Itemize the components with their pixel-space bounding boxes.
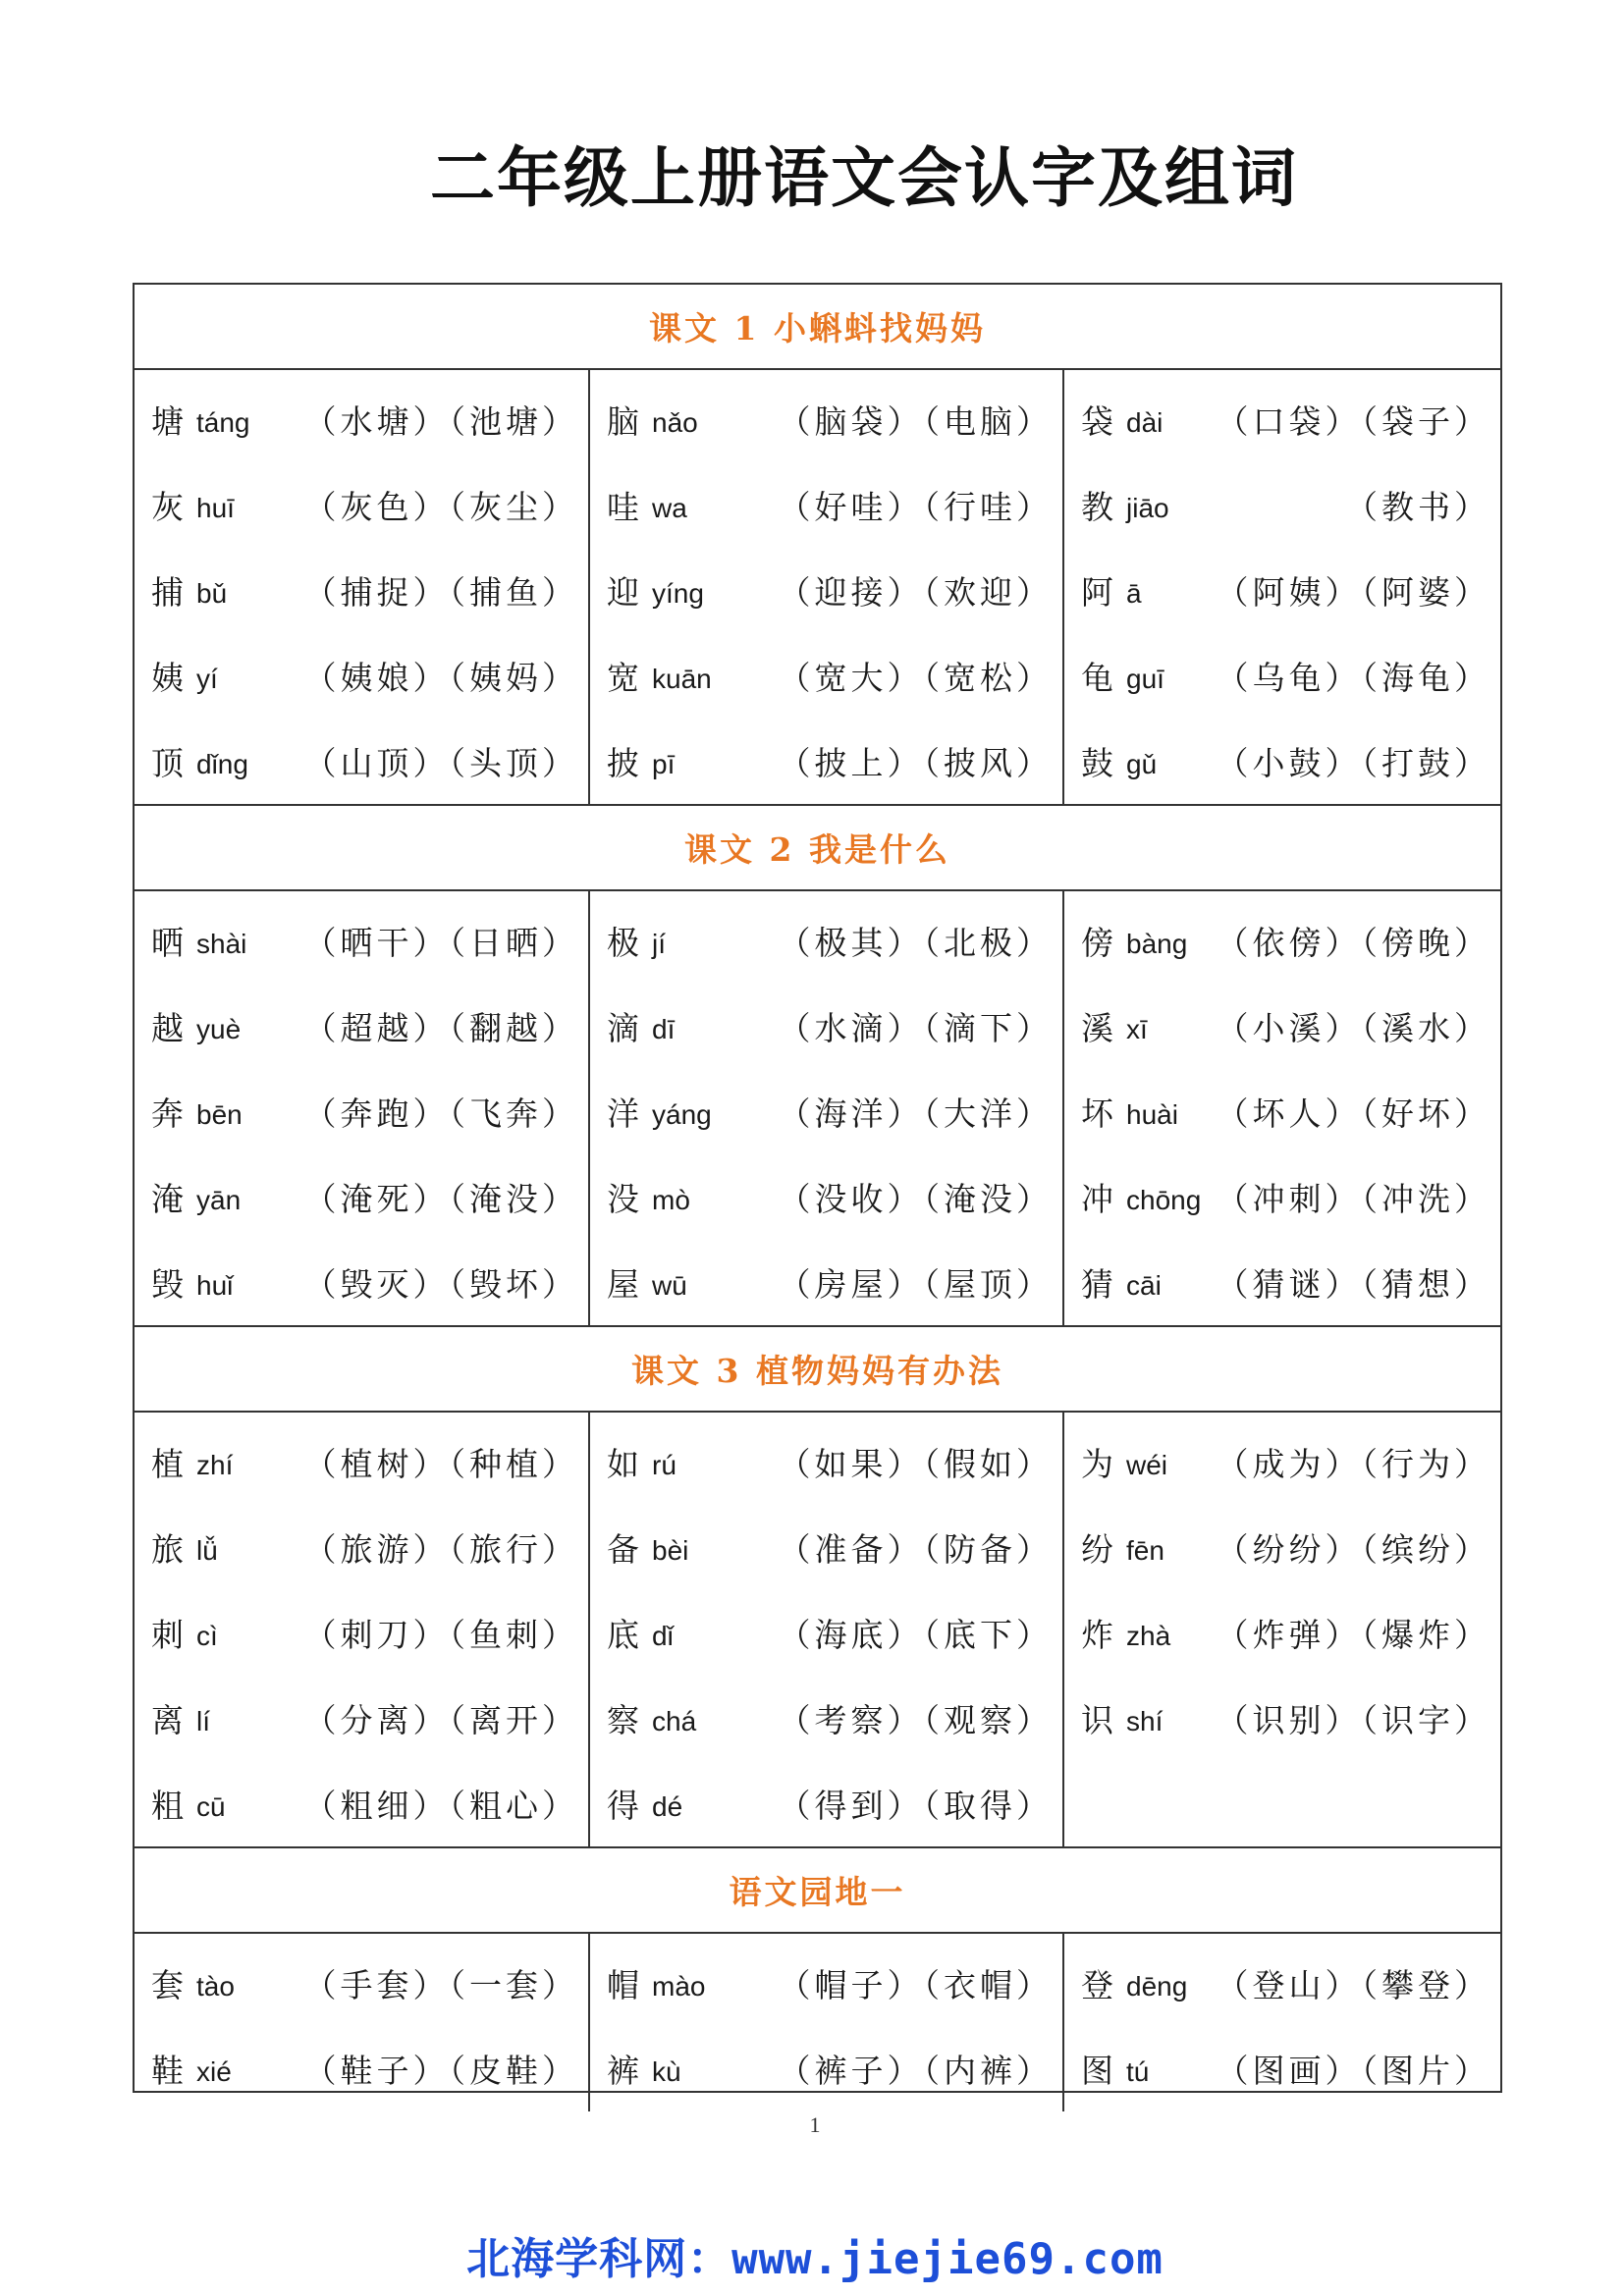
vocab-pinyin: dēng	[1126, 1970, 1188, 2002]
vocab-pinyin: fēn	[1126, 1534, 1164, 1566]
vocab-entry	[590, 462, 1062, 548]
vocab-entry	[135, 1590, 588, 1676]
vocab-pinyin: wa	[652, 492, 687, 523]
vocab-entry	[590, 1590, 1062, 1676]
vocab-character: 坏	[1081, 1095, 1113, 1133]
vocab-words: （迎接）（欢迎）	[778, 573, 1053, 612]
vocab-character: 离	[151, 1701, 184, 1739]
vocab-entry	[590, 548, 1062, 633]
vocab-entry	[1064, 1419, 1500, 1505]
vocab-pinyin: táng	[196, 406, 250, 438]
vocab-words: （毁灭）（毁坏）	[303, 1265, 578, 1304]
vocab-words: （依傍）（傍晚）	[1216, 924, 1490, 962]
vocab-words: （没收）（淹没）	[778, 1180, 1053, 1218]
vocab-pinyin: chōng	[1126, 1184, 1202, 1215]
vocab-character: 如	[607, 1445, 639, 1483]
vocab-entry	[590, 984, 1062, 1069]
vocab-column	[135, 370, 590, 804]
vocab-entry	[1064, 1941, 1500, 2026]
footer-watermark	[0, 2223, 1624, 2286]
vocab-pinyin: cì	[196, 1620, 218, 1651]
vocab-character: 识	[1081, 1701, 1113, 1739]
vocab-words: （裤子）（内裤）	[778, 2052, 1053, 2090]
vocab-words: （口袋）（袋子）	[1216, 402, 1490, 441]
vocab-character: 猜	[1081, 1265, 1113, 1304]
vocab-character: 为	[1081, 1445, 1113, 1483]
vocab-pinyin: rú	[652, 1449, 677, 1480]
vocab-words: （阿姨）（阿婆）	[1216, 573, 1490, 612]
vocab-pinyin: guī	[1126, 663, 1164, 694]
vocab-entry	[135, 1761, 588, 1846]
vocab-character: 迎	[607, 573, 639, 612]
vocab-character: 淹	[151, 1180, 184, 1218]
vocab-column	[1064, 1413, 1500, 1846]
vocab-words: （成为）（行为）	[1216, 1445, 1490, 1483]
vocab-words: （奔跑）（飞奔）	[303, 1095, 578, 1133]
lesson-title: 课文 3 植物妈妈有办法	[135, 1327, 1500, 1413]
lesson-title: 课文 1 小蝌蚪找妈妈	[135, 285, 1500, 370]
vocab-entry	[590, 1941, 1062, 2026]
vocab-words: （猜谜）（猜想）	[1216, 1265, 1490, 1304]
vocab-character: 登	[1081, 1966, 1113, 2004]
vocab-entry	[590, 1069, 1062, 1154]
vocab-pinyin: zhà	[1126, 1620, 1171, 1651]
vocab-character: 鞋	[151, 2052, 184, 2090]
vocab-words: （图画）（图片）	[1216, 2052, 1490, 2090]
vocab-entry	[135, 462, 588, 548]
vocab-entry	[1064, 2026, 1500, 2111]
vocab-column	[1064, 370, 1500, 804]
vocab-character: 滴	[607, 1009, 639, 1047]
vocab-column	[1064, 1934, 1500, 2111]
vocab-character: 底	[607, 1616, 639, 1654]
vocab-words: （宽大）（宽松）	[778, 659, 1053, 697]
vocab-entry	[135, 1941, 588, 2026]
vocab-character: 溪	[1081, 1009, 1113, 1047]
vocab-character: 极	[607, 924, 639, 962]
vocab-entry	[1064, 462, 1500, 548]
vocab-words: （水滴）（滴下）	[778, 1009, 1053, 1047]
vocab-character: 纷	[1081, 1530, 1113, 1569]
vocab-entry	[135, 633, 588, 719]
vocab-words: （山顶）（头顶）	[303, 744, 578, 782]
vocab-entry	[590, 1419, 1062, 1505]
lesson-body	[135, 1413, 1500, 1848]
vocab-words: （小溪）（溪水）	[1216, 1009, 1490, 1047]
vocab-character: 教	[1081, 488, 1113, 526]
vocab-pinyin: huài	[1126, 1098, 1178, 1130]
vocab-character: 姨	[151, 659, 184, 697]
lesson-body	[135, 891, 1500, 1327]
vocab-entry	[1064, 548, 1500, 633]
vocab-words: （炸弹）（爆炸）	[1216, 1616, 1490, 1654]
vocab-pinyin: mò	[652, 1184, 690, 1215]
vocab-character: 宽	[607, 659, 639, 697]
vocab-character: 图	[1081, 2052, 1113, 2090]
vocab-character: 晒	[151, 924, 184, 962]
vocab-entry	[590, 898, 1062, 984]
footer-site-name: 北海学科网	[466, 2234, 688, 2284]
vocab-character: 披	[607, 744, 639, 782]
vocab-entry	[590, 719, 1062, 804]
vocab-pinyin: lí	[196, 1705, 210, 1736]
lesson-title: 语文园地一	[135, 1848, 1500, 1934]
vocab-entry	[135, 1069, 588, 1154]
vocab-character: 越	[151, 1009, 184, 1047]
vocab-pinyin: gǔ	[1126, 748, 1158, 779]
vocab-entry	[1064, 1590, 1500, 1676]
vocab-column	[135, 891, 590, 1325]
vocab-words: （刺刀）（鱼刺）	[303, 1616, 578, 1654]
vocab-words: （房屋）（屋顶）	[778, 1265, 1053, 1304]
vocab-entry	[135, 984, 588, 1069]
vocab-character: 冲	[1081, 1180, 1113, 1218]
vocab-character: 顶	[151, 744, 184, 782]
vocab-entry	[590, 1505, 1062, 1590]
vocab-entry	[1064, 1154, 1500, 1240]
vocab-pinyin: xié	[196, 2056, 232, 2087]
vocab-table	[133, 283, 1502, 2093]
vocab-character: 阿	[1081, 573, 1113, 612]
vocab-entry	[135, 1419, 588, 1505]
vocab-words: （准备）（防备）	[778, 1530, 1053, 1569]
vocab-entry	[135, 1505, 588, 1590]
vocab-entry	[590, 633, 1062, 719]
page-number: 1	[809, 2112, 821, 2137]
vocab-words: （姨娘）（姨妈）	[303, 659, 578, 697]
vocab-character: 裤	[607, 2052, 639, 2090]
vocab-words: （纷纷）（缤纷）	[1216, 1530, 1490, 1569]
vocab-pinyin: dài	[1126, 406, 1164, 438]
vocab-entry	[590, 1761, 1062, 1846]
vocab-words: （海洋）（大洋）	[778, 1095, 1053, 1133]
vocab-column	[1064, 891, 1500, 1325]
vocab-words: （超越）（翻越）	[303, 1009, 578, 1047]
vocab-column	[590, 370, 1064, 804]
vocab-pinyin: bèi	[652, 1534, 689, 1566]
vocab-pinyin: cāi	[1126, 1269, 1162, 1301]
vocab-pinyin: kuān	[652, 663, 712, 694]
vocab-column	[135, 1934, 590, 2111]
vocab-character: 洋	[607, 1095, 639, 1133]
vocab-pinyin: dé	[652, 1790, 683, 1822]
vocab-pinyin: nǎo	[652, 406, 698, 438]
vocab-character: 鼓	[1081, 744, 1113, 782]
vocab-column	[590, 1413, 1064, 1846]
vocab-words: （披上）（披风）	[778, 744, 1053, 782]
lesson-body	[135, 370, 1500, 806]
vocab-character: 旅	[151, 1530, 184, 1569]
vocab-pinyin: mào	[652, 1970, 706, 2002]
vocab-entry	[590, 2026, 1062, 2111]
vocab-words: （乌龟）（海龟）	[1216, 659, 1490, 697]
vocab-words: （好哇）（行哇）	[778, 488, 1053, 526]
vocab-words: （如果）（假如）	[778, 1445, 1053, 1483]
vocab-words: （识别）（识字）	[1216, 1701, 1490, 1739]
vocab-pinyin: xī	[1126, 1013, 1148, 1044]
vocab-pinyin: yí	[196, 663, 218, 694]
vocab-entry	[1064, 377, 1500, 462]
vocab-words: （得到）（取得）	[778, 1787, 1053, 1825]
vocab-pinyin: yáng	[652, 1098, 712, 1130]
vocab-character: 察	[607, 1701, 639, 1739]
vocab-words: （冲刺）（冲洗）	[1216, 1180, 1490, 1218]
vocab-words: （植树）（种植）	[303, 1445, 578, 1483]
vocab-character: 得	[607, 1787, 639, 1825]
vocab-pinyin: lǚ	[196, 1534, 218, 1566]
vocab-entry	[1064, 1505, 1500, 1590]
vocab-pinyin: wéi	[1126, 1449, 1168, 1480]
vocab-column	[135, 1413, 590, 1846]
vocab-character: 粗	[151, 1787, 184, 1825]
vocab-character: 袋	[1081, 402, 1113, 441]
vocab-pinyin: zhí	[196, 1449, 234, 1480]
vocab-words: （小鼓）（打鼓）	[1216, 744, 1490, 782]
vocab-column	[590, 891, 1064, 1325]
vocab-entry	[135, 898, 588, 984]
vocab-entry	[135, 2026, 588, 2111]
vocab-pinyin: kù	[652, 2056, 681, 2087]
vocab-character: 炸	[1081, 1616, 1113, 1654]
vocab-words: （手套）（一套）	[303, 1966, 578, 2004]
vocab-pinyin: jí	[652, 928, 666, 959]
vocab-pinyin: jiāo	[1126, 492, 1169, 523]
vocab-entry	[135, 1154, 588, 1240]
vocab-entry	[135, 1240, 588, 1325]
vocab-words: （考察）（观察）	[778, 1701, 1053, 1739]
vocab-words: （极其）（北极）	[778, 924, 1053, 962]
vocab-pinyin: dǐ	[652, 1620, 674, 1651]
vocab-character: 屋	[607, 1265, 639, 1304]
vocab-character: 套	[151, 1966, 184, 2004]
vocab-pinyin: pī	[652, 748, 676, 779]
vocab-entry	[590, 377, 1062, 462]
vocab-words: （分离）（离开）	[303, 1701, 578, 1739]
vocab-words: （粗细）（粗心）	[303, 1787, 578, 1825]
vocab-pinyin: ā	[1126, 577, 1142, 609]
vocab-words: （海底）（底下）	[778, 1616, 1053, 1654]
vocab-pinyin: tú	[1126, 2056, 1150, 2087]
vocab-entry	[1064, 1676, 1500, 1761]
vocab-entry	[1064, 898, 1500, 984]
vocab-entry	[135, 548, 588, 633]
vocab-character: 龟	[1081, 659, 1113, 697]
vocab-words: （水塘）（池塘）	[303, 402, 578, 441]
vocab-words: （教书）	[1345, 488, 1490, 526]
vocab-words: （鞋子）（皮鞋）	[303, 2052, 578, 2090]
vocab-character: 灰	[151, 488, 184, 526]
vocab-character: 傍	[1081, 924, 1113, 962]
vocab-entry	[590, 1154, 1062, 1240]
vocab-pinyin: wū	[652, 1269, 687, 1301]
vocab-character: 没	[607, 1180, 639, 1218]
vocab-character: 捕	[151, 573, 184, 612]
vocab-pinyin: shí	[1126, 1705, 1164, 1736]
vocab-pinyin: bēn	[196, 1098, 243, 1130]
vocab-pinyin: yuè	[196, 1013, 242, 1044]
vocab-entry	[1064, 1240, 1500, 1325]
vocab-words: （淹死）（淹没）	[303, 1180, 578, 1218]
vocab-words: （旅游）（旅行）	[303, 1530, 578, 1569]
vocab-entry	[135, 719, 588, 804]
vocab-words: （捕捉）（捕鱼）	[303, 573, 578, 612]
vocab-character: 植	[151, 1445, 184, 1483]
vocab-entry	[135, 1676, 588, 1761]
vocab-entry	[135, 377, 588, 462]
page-title: 二年级上册语文会认字及组词	[430, 140, 1298, 216]
vocab-pinyin: yíng	[652, 577, 704, 609]
vocab-pinyin: tào	[196, 1970, 235, 2002]
vocab-character: 塘	[151, 402, 184, 441]
vocab-character: 奔	[151, 1095, 184, 1133]
vocab-entry	[590, 1240, 1062, 1325]
vocab-pinyin: bàng	[1126, 928, 1188, 959]
vocab-character: 哇	[607, 488, 639, 526]
lesson-body	[135, 1934, 1500, 2111]
vocab-words: （灰色）（灰尘）	[303, 488, 578, 526]
vocab-character: 脑	[607, 402, 639, 441]
vocab-character: 帽	[607, 1966, 639, 2004]
vocab-entry	[1064, 1069, 1500, 1154]
vocab-words: （登山）（攀登）	[1216, 1966, 1490, 2004]
vocab-entry	[1064, 633, 1500, 719]
vocab-entry	[590, 1676, 1062, 1761]
vocab-pinyin: cū	[196, 1790, 226, 1822]
vocab-pinyin: chá	[652, 1705, 697, 1736]
vocab-pinyin: bǔ	[196, 577, 228, 609]
vocab-entry	[1064, 984, 1500, 1069]
vocab-character: 备	[607, 1530, 639, 1569]
vocab-words: （晒干）（日晒）	[303, 924, 578, 962]
footer-separator: ：	[687, 2234, 732, 2284]
lesson-title: 课文 2 我是什么	[135, 806, 1500, 891]
vocab-column	[590, 1934, 1064, 2111]
vocab-character: 刺	[151, 1616, 184, 1654]
vocab-pinyin: dī	[652, 1013, 676, 1044]
vocab-pinyin: dǐng	[196, 748, 248, 779]
footer-url[interactable]: www.jiejie69.com	[731, 2234, 1164, 2284]
vocab-words: （坏人）（好坏）	[1216, 1095, 1490, 1133]
vocab-pinyin: huī	[196, 492, 235, 523]
vocab-words: （脑袋）（电脑）	[778, 402, 1053, 441]
vocab-pinyin: huǐ	[196, 1269, 234, 1301]
vocab-entry	[1064, 719, 1500, 804]
vocab-pinyin: yān	[196, 1184, 242, 1215]
vocab-character: 毁	[151, 1265, 184, 1304]
vocab-pinyin: shài	[196, 928, 247, 959]
vocab-words: （帽子）（衣帽）	[778, 1966, 1053, 2004]
